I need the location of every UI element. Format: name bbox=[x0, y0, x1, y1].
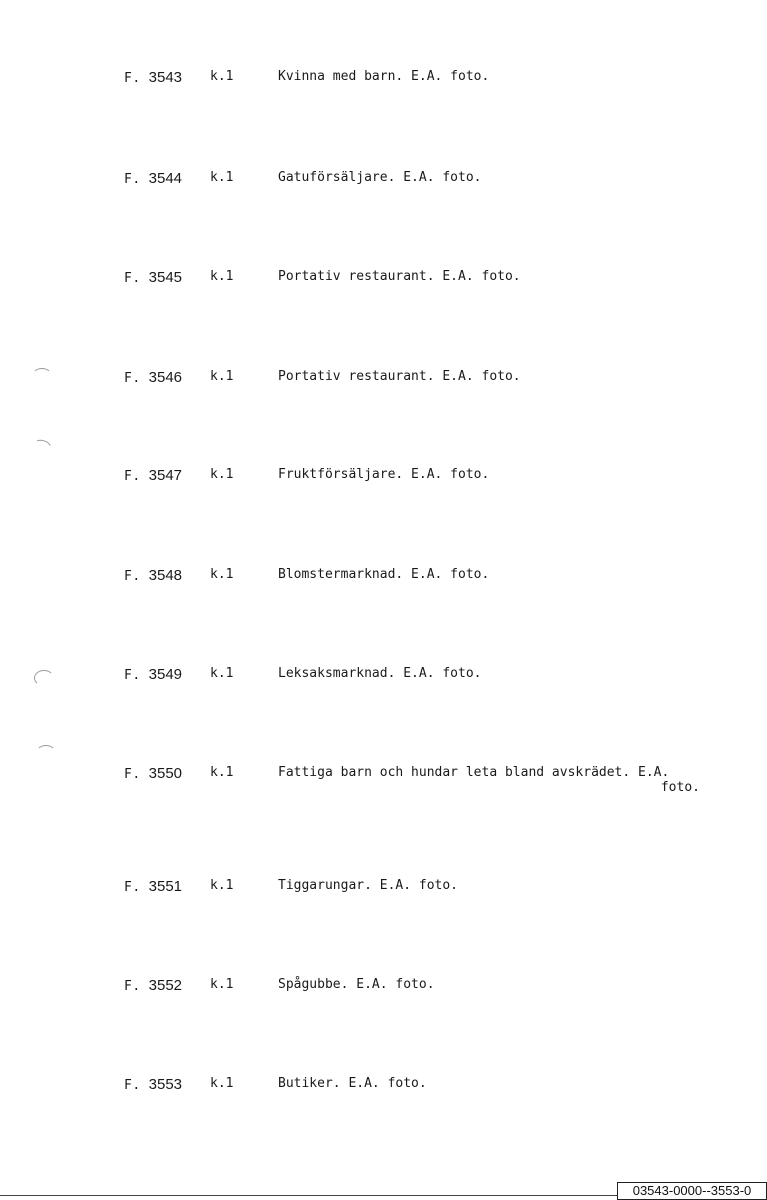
reference bbox=[124, 269, 182, 286]
catalog-entry bbox=[0, 765, 767, 805]
reference-number: 3551 bbox=[148, 878, 183, 895]
reference-number: 3552 bbox=[148, 977, 183, 994]
reference bbox=[124, 567, 182, 584]
reference-prefix: F. bbox=[124, 569, 141, 584]
reference-prefix: F. bbox=[124, 767, 141, 782]
reference bbox=[124, 1076, 182, 1093]
entry-description-continuation: foto. bbox=[660, 780, 700, 795]
format-code: k.1 bbox=[210, 369, 234, 384]
format-code: k.1 bbox=[210, 69, 234, 84]
reference bbox=[124, 666, 182, 683]
entry-description: Tiggarungar. E.A. foto. bbox=[278, 878, 459, 893]
format-code: k.1 bbox=[210, 977, 234, 992]
reference-number: 3546 bbox=[148, 369, 183, 386]
format-code: k.1 bbox=[210, 765, 234, 780]
entry-description: Blomstermarknad. E.A. foto. bbox=[278, 567, 490, 582]
format-code: k.1 bbox=[210, 269, 234, 284]
archive-stamp: 03543-0000--3553-0 bbox=[617, 1182, 767, 1200]
entry-description: Portativ restaurant. E.A. foto. bbox=[278, 269, 521, 284]
reference-number: 3548 bbox=[148, 567, 183, 584]
catalog-entry bbox=[0, 567, 767, 607]
reference-prefix: F. bbox=[124, 271, 141, 286]
reference bbox=[124, 369, 182, 386]
format-code: k.1 bbox=[210, 170, 234, 185]
reference-prefix: F. bbox=[124, 668, 141, 683]
reference bbox=[124, 69, 182, 86]
reference bbox=[124, 170, 182, 187]
entry-description: Kvinna med barn. E.A. foto. bbox=[278, 69, 490, 84]
catalog-entry bbox=[0, 369, 767, 409]
entry-description: Fattiga barn och hundar leta bland avskrädet. E.A. bbox=[278, 765, 670, 780]
reference-number: 3553 bbox=[148, 1076, 183, 1093]
catalog-entry bbox=[0, 1076, 767, 1116]
catalog-entry bbox=[0, 977, 767, 1017]
catalog-entry bbox=[0, 878, 767, 918]
reference-prefix: F. bbox=[124, 979, 141, 994]
reference bbox=[124, 467, 182, 484]
reference-prefix: F. bbox=[124, 1078, 141, 1093]
entry-description: Leksaksmarknad. E.A. foto. bbox=[278, 666, 482, 681]
catalog-entry bbox=[0, 69, 767, 109]
reference-number: 3543 bbox=[148, 69, 183, 86]
entry-description: Spågubbe. E.A. foto. bbox=[278, 977, 435, 992]
reference-number: 3549 bbox=[148, 666, 183, 683]
reference-prefix: F. bbox=[124, 469, 141, 484]
reference-number: 3550 bbox=[148, 765, 183, 782]
format-code: k.1 bbox=[210, 1076, 234, 1091]
reference bbox=[124, 765, 182, 782]
entry-description: Butiker. E.A. foto. bbox=[278, 1076, 427, 1091]
entry-description: Fruktförsäljare. E.A. foto. bbox=[278, 467, 490, 482]
reference-prefix: F. bbox=[124, 71, 141, 86]
reference-prefix: F. bbox=[124, 172, 141, 187]
reference-prefix: F. bbox=[124, 371, 141, 386]
entry-description: Gatuförsäljare. E.A. foto. bbox=[278, 170, 482, 185]
punch-hole-mark bbox=[30, 437, 54, 459]
format-code: k.1 bbox=[210, 666, 234, 681]
punch-hole-mark bbox=[34, 670, 54, 686]
catalog-entry bbox=[0, 269, 767, 309]
entry-description: Portativ restaurant. E.A. foto. bbox=[278, 369, 521, 384]
reference-number: 3547 bbox=[148, 467, 183, 484]
format-code: k.1 bbox=[210, 567, 234, 582]
reference-number: 3545 bbox=[148, 269, 183, 286]
reference-number: 3544 bbox=[148, 170, 183, 187]
reference bbox=[124, 878, 182, 895]
reference bbox=[124, 977, 182, 994]
catalog-entry bbox=[0, 170, 767, 210]
format-code: k.1 bbox=[210, 467, 234, 482]
format-code: k.1 bbox=[210, 878, 234, 893]
reference-prefix: F. bbox=[124, 880, 141, 895]
catalog-entry bbox=[0, 666, 767, 706]
punch-hole-mark bbox=[32, 368, 52, 384]
catalog-entry bbox=[0, 467, 767, 507]
punch-hole-mark bbox=[36, 745, 56, 761]
